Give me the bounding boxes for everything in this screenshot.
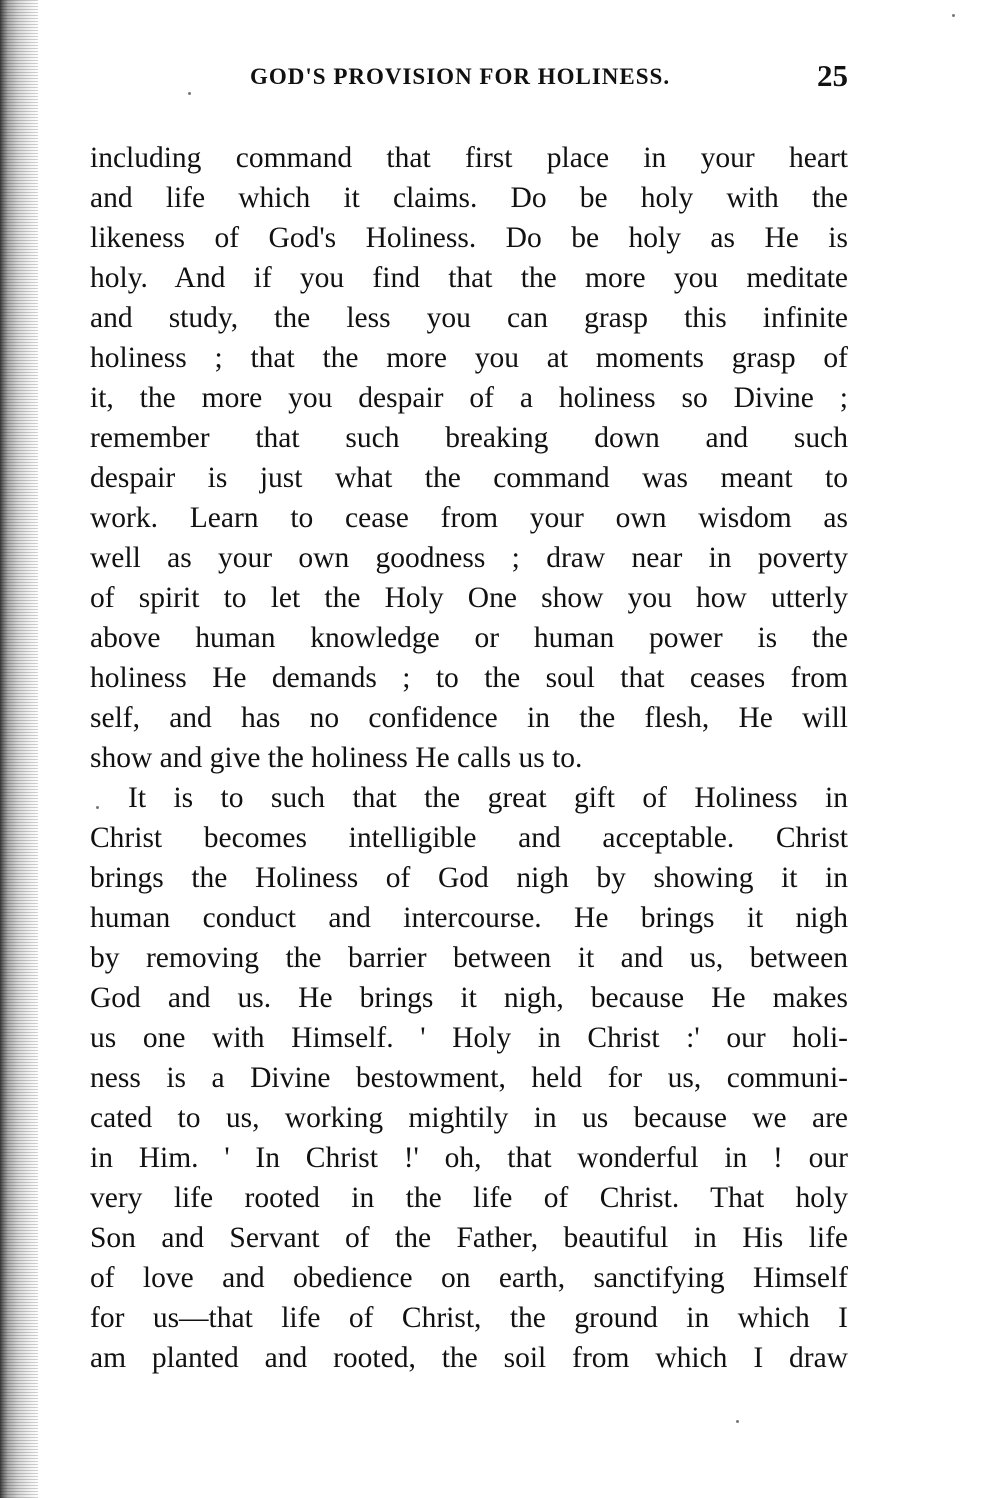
print-speck (952, 14, 955, 17)
page-number: 25 (817, 58, 848, 93)
text-line: Son and Servant of the Father, beautiful in His life (90, 1222, 848, 1254)
text-line: work. Learn to cease from your own wisdom as (90, 502, 848, 534)
text-line: human conduct and intercourse. He brings it nigh (90, 902, 848, 934)
body-text (90, 138, 848, 1378)
binding-edge-shadow (0, 0, 38, 1498)
text-line: it, the more you despair of a holiness so Divine ; (90, 382, 848, 414)
print-speck (188, 92, 191, 95)
text-line: of love and obedience on earth, sanctifying Himself (90, 1262, 848, 1294)
text-line: and life which it claims. Do be holy with the (90, 182, 848, 214)
text-line: self, and has no confidence in the flesh, He will (90, 702, 848, 734)
text-line: by removing the barrier between it and us, between (90, 942, 848, 974)
text-line: ness is a Divine bestowment, held for us, communi- (90, 1062, 848, 1094)
text-line: Christ becomes intelligible and acceptable. Christ (90, 822, 848, 854)
running-head (90, 58, 848, 102)
text-line: and study, the less you can grasp this infinite (90, 302, 848, 334)
text-line: holy. And if you find that the more you meditate (90, 262, 848, 294)
text-line: in Him. ' In Christ !' oh, that wonderful in ! our (90, 1142, 848, 1174)
text-line: of spirit to let the Holy One show you how utterly (90, 582, 848, 614)
running-title: GOD'S PROVISION FOR HOLINESS. (250, 64, 671, 89)
text-line: above human knowledge or human power is the (90, 622, 848, 654)
text-line: for us—that life of Christ, the ground in which I (90, 1302, 848, 1334)
text-line: holiness ; that the more you at moments grasp of (90, 342, 848, 374)
text-line: including command that first place in your heart (90, 142, 848, 174)
text-line: well as your own goodness ; draw near in poverty (90, 542, 848, 574)
text-line: us one with Himself. ' Holy in Christ :' our holi- (90, 1022, 848, 1054)
text-line: brings the Holiness of God nigh by showing it in (90, 862, 848, 894)
text-line: remember that such breaking down and such (90, 422, 848, 454)
paragraph-start-line: It is to such that the great gift of Holiness in (128, 782, 848, 814)
text-line: likeness of God's Holiness. Do be holy as He is (90, 222, 848, 254)
text-line: God and us. He brings it nigh, because He makes (90, 982, 848, 1014)
print-speck (736, 1420, 739, 1423)
text-line: am planted and rooted, the soil from which I draw (90, 1342, 848, 1374)
text-line: despair is just what the command was meant to (90, 462, 848, 494)
text-line: very life rooted in the life of Christ. That holy (90, 1182, 848, 1214)
text-line: holiness He demands ; to the soul that ceases from (90, 662, 848, 694)
paragraph-end-line: show and give the holiness He calls us to. (90, 742, 583, 774)
print-speck (96, 806, 99, 809)
text-line: cated to us, working mightily in us because we are (90, 1102, 848, 1134)
